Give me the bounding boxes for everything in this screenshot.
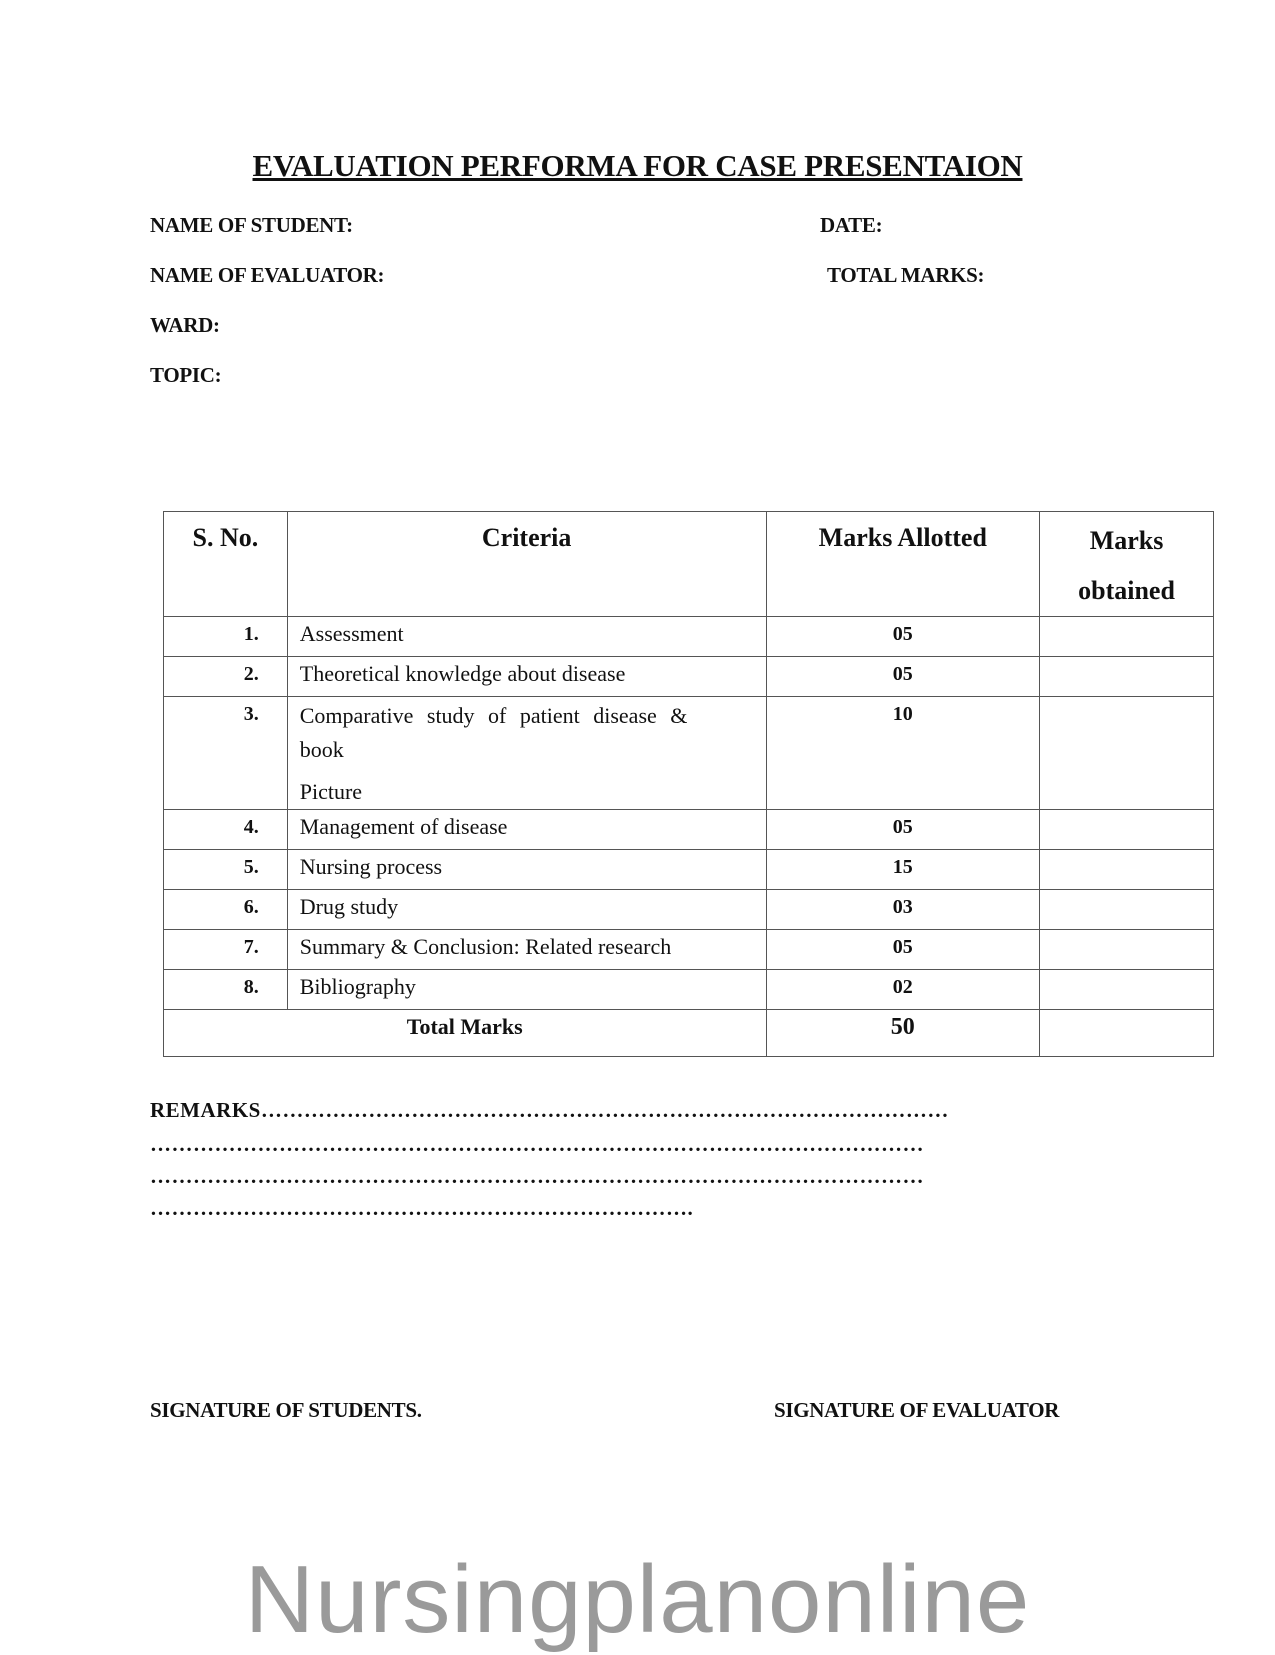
remarks-line-1: REMARKS…………………………………………………………………………………… (150, 1098, 949, 1122)
header-sno: S. No. (164, 512, 288, 617)
total-marks-obtained-cell[interactable] (1040, 1010, 1214, 1057)
header-marks-allotted: Marks Allotted (766, 512, 1040, 617)
row-sno: 3. (164, 697, 288, 810)
row-criteria: Summary & Conclusion: Related research (287, 930, 766, 970)
total-marks-row-label: Total Marks (164, 1010, 767, 1057)
row-marks-allotted: 05 (766, 930, 1040, 970)
header-criteria: Criteria (287, 512, 766, 617)
table-row (164, 970, 1214, 1010)
row-marks-allotted: 15 (766, 850, 1040, 890)
row-sno: 1. (164, 617, 288, 657)
table-row (164, 810, 1214, 850)
remarks-line-2: ……………………………………………………………………………………………… (150, 1132, 924, 1156)
row-marks-obtained-cell[interactable] (1040, 810, 1214, 850)
row-marks-allotted: 02 (766, 970, 1040, 1010)
row-marks-allotted: 05 (766, 810, 1040, 850)
evaluator-name-label: NAME OF EVALUATOR: (150, 263, 385, 287)
row-sno: 2. (164, 657, 288, 697)
date-label: DATE: (820, 213, 883, 237)
row-marks-obtained-cell[interactable] (1040, 617, 1214, 657)
row-marks-allotted: 05 (766, 657, 1040, 697)
table-row (164, 890, 1214, 930)
table-header-row (164, 512, 1214, 617)
row-criteria: Nursing process (287, 850, 766, 890)
row-criteria: Assessment (287, 617, 766, 657)
row-criteria (287, 697, 766, 810)
total-marks-value: 50 (766, 1010, 1040, 1057)
row-criteria: Drug study (287, 890, 766, 930)
table-row (164, 850, 1214, 890)
remarks-line-4: …………………………………………………………………. (150, 1196, 694, 1220)
total-marks-label: TOTAL MARKS: (827, 263, 985, 287)
watermark: Nursingplanonline (244, 1546, 1031, 1653)
row-sno: 4. (164, 810, 288, 850)
evaluation-table (163, 511, 1214, 1057)
row-criteria-line2: book (299, 737, 344, 762)
header-marks-obtained-line2: obtained (1078, 576, 1175, 605)
table-row (164, 617, 1214, 657)
row-marks-allotted: 10 (766, 697, 1040, 810)
row-criteria: Management of disease (287, 810, 766, 850)
document-title: EVALUATION PERFORMA FOR CASE PRESENTAION (252, 148, 1023, 183)
table-row (164, 657, 1214, 697)
row-criteria: Theoretical knowledge about disease (287, 657, 766, 697)
row-marks-allotted: 05 (766, 617, 1040, 657)
remarks-line-3: ……………………………………………………………………………………………… (150, 1164, 924, 1188)
row-marks-obtained-cell[interactable] (1040, 970, 1214, 1010)
table-row (164, 697, 1214, 810)
row-sno: 8. (164, 970, 288, 1010)
row-marks-obtained-cell[interactable] (1040, 850, 1214, 890)
row-marks-obtained-cell[interactable] (1040, 697, 1214, 810)
row-criteria-line1: Comparative study of patient disease & (299, 703, 688, 728)
evaluator-signature-label: SIGNATURE OF EVALUATOR (774, 1398, 1060, 1422)
topic-label: TOPIC: (150, 363, 222, 387)
table-row (164, 930, 1214, 970)
row-marks-obtained-cell[interactable] (1040, 890, 1214, 930)
row-marks-obtained-cell[interactable] (1040, 657, 1214, 697)
row-criteria: Bibliography (287, 970, 766, 1010)
row-sno: 6. (164, 890, 288, 930)
ward-label: WARD: (150, 313, 220, 337)
student-signature-label: SIGNATURE OF STUDENTS. (150, 1398, 422, 1422)
header-marks-obtained (1040, 512, 1214, 617)
row-sno: 7. (164, 930, 288, 970)
row-sno: 5. (164, 850, 288, 890)
header-marks-obtained-line1: Marks (1089, 526, 1164, 555)
student-name-label: NAME OF STUDENT: (150, 213, 353, 237)
total-row (164, 1010, 1214, 1057)
row-marks-obtained-cell[interactable] (1040, 930, 1214, 970)
row-criteria-line3: Picture (299, 779, 363, 804)
row-marks-allotted: 03 (766, 890, 1040, 930)
